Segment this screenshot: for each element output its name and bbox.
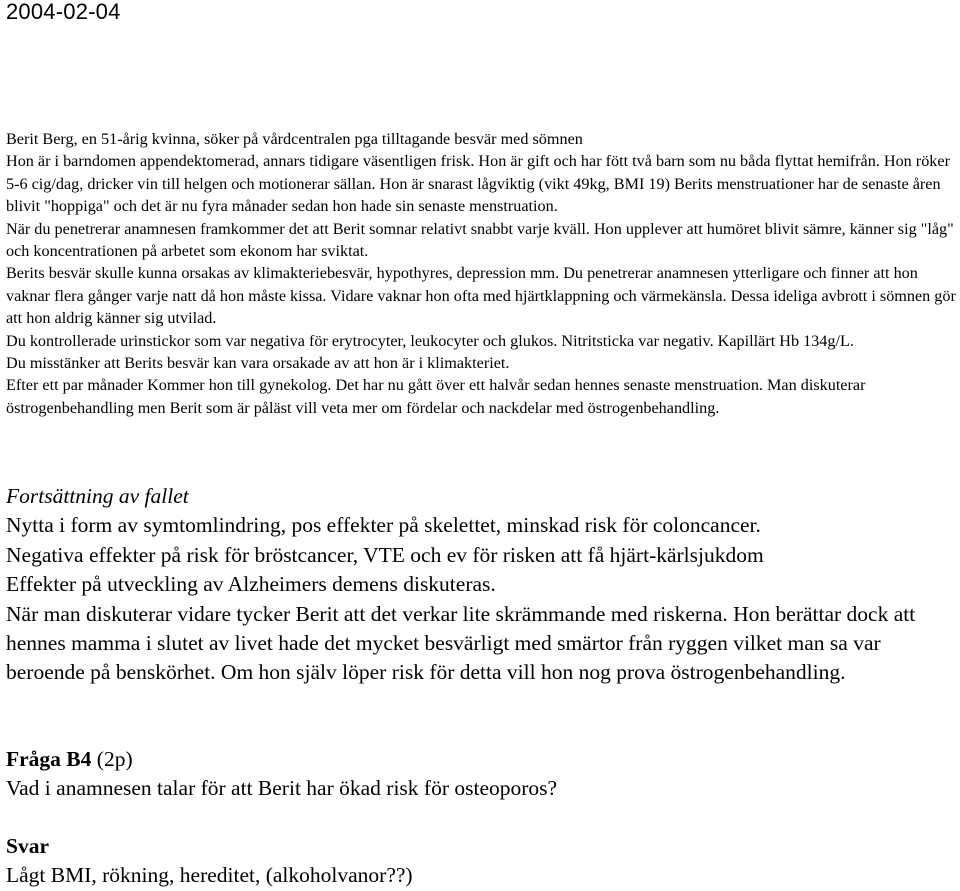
- case-paragraph: Efter ett par månader Kommer hon till gynekolog. Det har nu gått över ett halvår sedan hennes senaste menstruation. Man diskuterar östrogenbehandling men Berit som är påläst vill veta mer om fördelar och nackdelar med östrogenbehandling.: [6, 376, 866, 417]
- continuation-paragraph: När man diskuterar vidare tycker Berit att det verkar lite skrämmande med riskerna. Hon berättar dock att hennes mamma i slutet av livet hade det mycket besvärligt med smärtor från ryggen vilket man sa var beroende på benskörhet. Om hon själv löper risk för detta vill hon nog prova östrogenbehandling.: [6, 601, 916, 685]
- question-label: Fråga B4: [6, 747, 92, 771]
- answer-label: Svar: [6, 834, 49, 858]
- continuation-paragraph: Effekter på utveckling av Alzheimers demens diskuteras.: [6, 572, 496, 597]
- question-section: [6, 745, 958, 804]
- continuation-paragraph: Negativa effekter på risk för bröstcancer, VTE och ev för risken att få hjärt-kärlsjukdom: [6, 542, 764, 567]
- case-paragraph: Berit Berg, en 51-årig kvinna, söker på vårdcentralen pga tilltagande besvär med sömnen: [6, 130, 583, 148]
- case-paragraph: Du kontrollerade urinstickor som var negativa för erytrocyter, leukocyter och glukos. Nitritsticka var negativ. Kapillärt Hb 134g/L.: [6, 331, 854, 350]
- case-paragraph: Berits besvär skulle kunna orsakas av klimakteriebesvär, hypothyres, depression mm. Du penetrerar anamnesen ytterligare och finner att hon vaknar flera gånger varje natt då hon måste kissa. Vidare vaknar hon ofta med hjärtklappning och värmekänsla. Dessa ideliga avbrott i sömnen gör att hon aldrig känner sig utvilad.: [6, 264, 956, 328]
- continuation-heading: Fortsättning av fallet: [6, 484, 189, 508]
- question-heading: [6, 745, 958, 774]
- question-points: (2p): [91, 747, 133, 771]
- case-paragraph: Hon är i barndomen appendektomerad, annars tidigare väsentligen frisk. Hon är gift och har fött två barn som nu båda flyttat hemifrån. Hon röker 5-6 cig/dag, dricker vin till helgen och motionerar sällan. Hon är snarast lågviktig (vikt 49kg, BMI 19) Berits menstruationer har de senaste åren blivit "hoppiga" och det är nu fyra månader sedan hon hade sin senaste menstruation.: [6, 152, 950, 216]
- question-text: Vad i anamnesen talar för att Berit har ökad risk för osteoporos?: [6, 776, 558, 801]
- continuation-paragraph: Nytta i form av symtomlindring, pos effekter på skelettet, minskad risk för coloncancer.: [6, 513, 761, 538]
- answer-text: Lågt BMI, rökning, hereditet, (alkoholvanor??): [6, 863, 413, 888]
- case-paragraph: Du misstänker att Berits besvär kan vara orsakade av att hon är i klimakteriet.: [6, 354, 510, 373]
- case-paragraph: När du penetrerar anamnesen framkommer det att Berit somnar relativt snabbt varje kväll. Hon upplever att humöret blivit sämre, känner sig "låg" och koncentrationen på arbetet som ekonom har sviktat.: [6, 219, 954, 261]
- case-continuation: [6, 482, 958, 688]
- answer-section: [6, 832, 958, 891]
- case-description: [6, 128, 958, 419]
- document-date: 2004-02-04: [6, 0, 121, 24]
